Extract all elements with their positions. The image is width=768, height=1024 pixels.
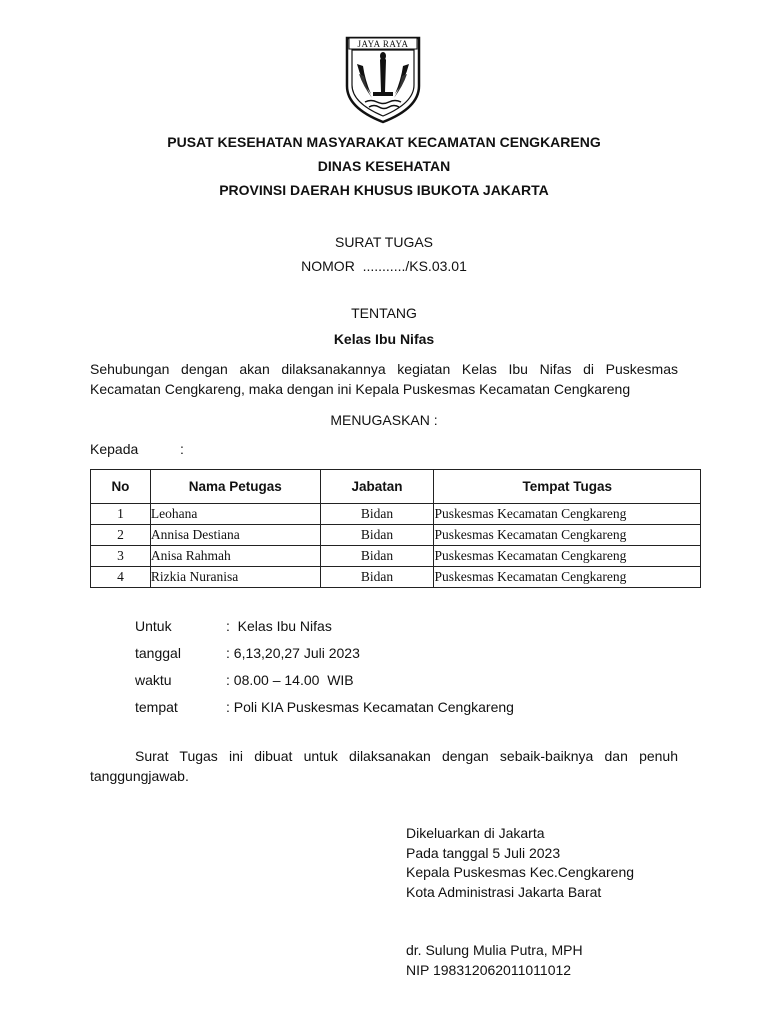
table-row bbox=[91, 567, 701, 588]
logo-text: JAYA RAYA bbox=[357, 39, 409, 49]
jaya-raya-logo-icon bbox=[343, 34, 423, 124]
cell-position: Bidan bbox=[320, 546, 434, 567]
cell-no: 2 bbox=[91, 525, 151, 546]
header-location: Tempat Tugas bbox=[434, 470, 701, 504]
detail-value: : 6,13,20,27 Juli 2023 bbox=[226, 645, 360, 661]
table-row bbox=[91, 546, 701, 567]
issued-at: Dikeluarkan di Jakarta bbox=[406, 825, 545, 841]
cell-name: Rizkia Nuranisa bbox=[150, 567, 320, 588]
issue-date: Pada tanggal 5 Juli 2023 bbox=[406, 845, 561, 861]
cell-position: Bidan bbox=[320, 504, 434, 525]
detail-value: : Poli KIA Puskesmas Kecamatan Cengkareng bbox=[226, 699, 514, 715]
closing-paragraph: Surat Tugas ini dibuat untuk dilaksanakan dengan sebaik-baiknya dan penuh tanggungjawab. bbox=[90, 748, 678, 784]
cell-location: Puskesmas Kecamatan Cengkareng bbox=[434, 504, 701, 525]
detail-label: tanggal bbox=[135, 645, 181, 661]
cell-position: Bidan bbox=[320, 567, 434, 588]
cell-name: Leohana bbox=[150, 504, 320, 525]
signer-position: Kepala Puskesmas Kec.Cengkareng bbox=[406, 864, 635, 880]
cell-location: Puskesmas Kecamatan Cengkareng bbox=[434, 546, 701, 567]
signer-name: dr. Sulung Mulia Putra, MPH bbox=[406, 942, 583, 958]
intro-paragraph: Sehubungan dengan akan dilaksanakannya kegiatan Kelas Ibu Nifas di Puskesmas Kecamatan Cengkareng, maka dengan ini Kepala Puskesmas Kecamatan Cengkareng bbox=[90, 361, 678, 397]
to-label: Kepada bbox=[90, 441, 139, 457]
signer-office: Kota Administrasi Jakarta Barat bbox=[406, 884, 602, 900]
assignment-table bbox=[90, 469, 701, 588]
detail-label: Untuk bbox=[135, 618, 172, 634]
about-label: TENTANG bbox=[351, 305, 417, 321]
detail-label: waktu bbox=[135, 672, 172, 688]
letter-number: NOMOR .........../KS.03.01 bbox=[301, 258, 467, 274]
detail-label: tempat bbox=[135, 699, 178, 715]
cell-location: Puskesmas Kecamatan Cengkareng bbox=[434, 525, 701, 546]
table-header-row bbox=[91, 470, 701, 504]
header-line-1: PUSAT KESEHATAN MASYARAKAT KECAMATAN CENGKARENG bbox=[167, 134, 601, 150]
cell-name: Anisa Rahmah bbox=[150, 546, 320, 567]
cell-no: 1 bbox=[91, 504, 151, 525]
letter-type: SURAT TUGAS bbox=[334, 234, 434, 250]
cell-location: Puskesmas Kecamatan Cengkareng bbox=[434, 567, 701, 588]
about-title: Kelas Ibu Nifas bbox=[333, 331, 435, 347]
header-line-3: PROVINSI DAERAH KHUSUS IBUKOTA JAKARTA bbox=[219, 182, 549, 198]
table-row bbox=[91, 504, 701, 525]
cell-name: Annisa Destiana bbox=[150, 525, 320, 546]
detail-value: : 08.00 – 14.00 WIB bbox=[226, 672, 354, 688]
cell-no: 4 bbox=[91, 567, 151, 588]
cell-position: Bidan bbox=[320, 525, 434, 546]
header-line-2: DINAS KESEHATAN bbox=[317, 158, 451, 174]
assign-heading: MENUGASKAN : bbox=[330, 412, 438, 428]
table-row bbox=[91, 525, 701, 546]
detail-value: : Kelas Ibu Nifas bbox=[226, 618, 332, 634]
to-colon: : bbox=[180, 441, 184, 457]
header-no: No bbox=[91, 470, 151, 504]
header-name: Nama Petugas bbox=[150, 470, 320, 504]
signer-nip: NIP 198312062011011012 bbox=[406, 962, 572, 978]
cell-no: 3 bbox=[91, 546, 151, 567]
header-position: Jabatan bbox=[320, 470, 434, 504]
